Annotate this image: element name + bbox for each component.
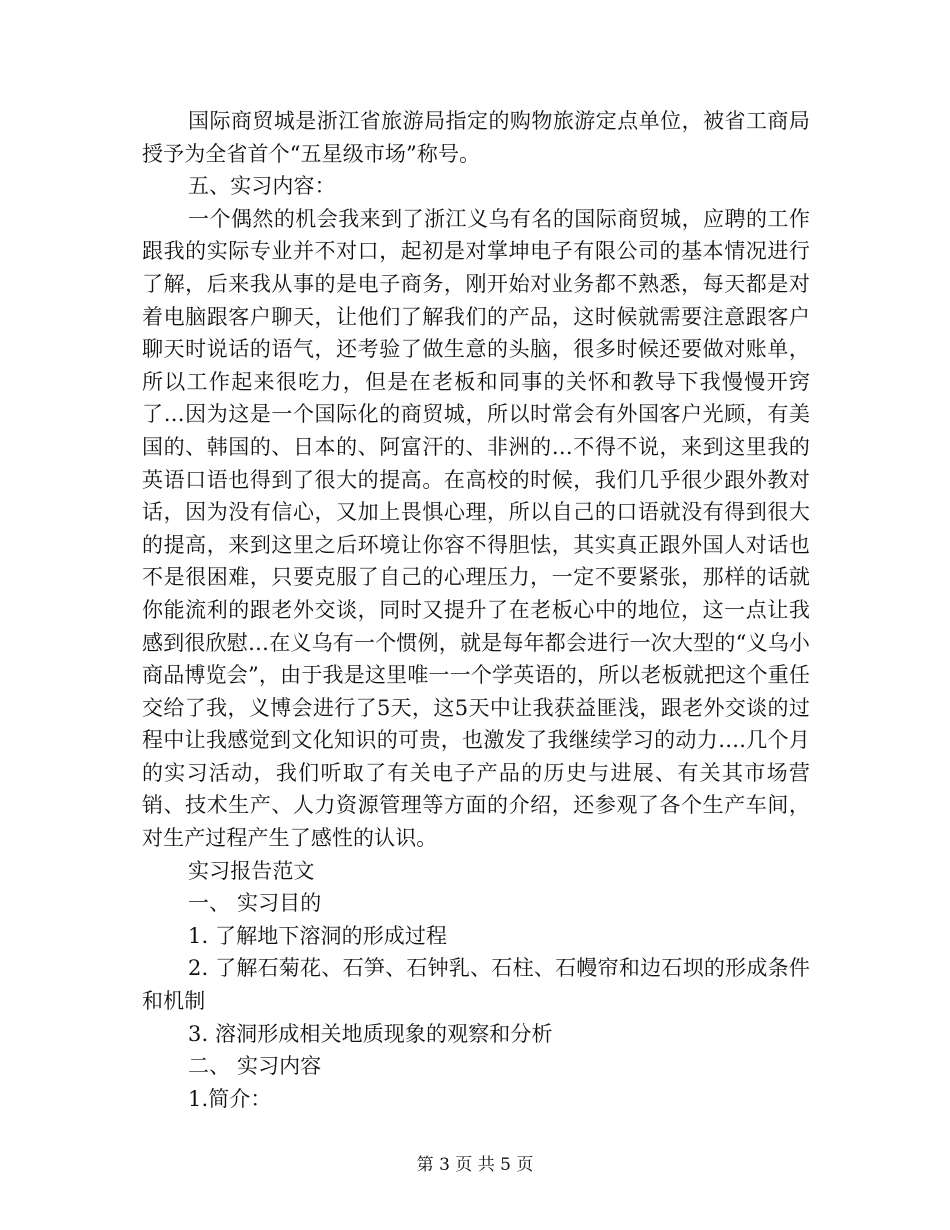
page-number-footer: 第 3 页 共 5 页 xyxy=(416,1155,534,1175)
list-item-purpose-1: 1. 了解地下溶洞的形成过程 xyxy=(188,923,448,948)
heading-internship-purpose: 一、 实习目的 xyxy=(188,891,322,916)
paragraph-market-intro: 国际商贸城是浙江省旅游局指定的购物旅游定点单位，被省工商局授予为全省首个“五星级市场”称号。 xyxy=(142,109,810,166)
list-item-purpose-2: 2. 了解石菊花、石笋、石钟乳、石柱、石幔帘和边石坝的形成条件和机制 xyxy=(142,956,810,1014)
heading-report-sample: 实习报告范文 xyxy=(188,858,315,883)
paragraph-internship-experience: 一个偶然的机会我来到了浙江义乌有名的国际商贸城，应聘的工作跟我的实际专业并不对口，起初是对掌坤电子有限公司的基本情况进行了解，后来我从事的是电子商务，刚开始对业务都不熟悉，每天都是对着电脑跟客户聊天，让他们了解我们的产品，这时候就需要注意跟客户聊天时说话的语气，还考验了做生意的头脑，很多时候还要做对账单，所以工作起来很吃力，但是在老板和同事的关怀和教导下我慢慢开窍了…因为这是一个国际化的商贸城，所以时常会有外国客户光顾，有美国的、韩国的、日本的、阿富汗的、非洲的…不得不说，来到这里我的英语口语也得到了很大的提高。在高校的时候，我们几乎很少跟外教对话，因为没有信心，又加上畏惧心理，所以自己的口语就没有得到很大的提高，来到这里之后环境让你容不得胆怯，其实真正跟外国人对话也不是很困难，只要克服了自己的心理压力，一定不要紧张，那样的话就你能流利的跟老外交谈，同时又提升了在老板心中的地位，这一点让我感到很欣慰…在义乌有一个惯例，就是每年都会进行一次大型的“义乌小商品博览会”，由于我是这里唯一一个学英语的，所以老板就把这个重任交给了我，义博会进行了5天，这5天中让我获益匪浅，跟老外交谈的过程中让我感觉到文化知识的可贵，也激发了我继续学习的动力….几个月的实习活动，我们听取了有关电子产品的历史与进展、有关其市场营销、技术生产、人力资源管理等方面的介绍，还参观了各个生产车间，对生产过程产生了感性的认识。 xyxy=(142,206,810,851)
heading-internship-content-2: 二、 实习内容 xyxy=(188,1054,322,1079)
list-item-introduction: 1.简介： xyxy=(188,1086,272,1111)
list-item-purpose-3: 3. 溶洞形成相关地质现象的观察和分析 xyxy=(188,1021,553,1046)
heading-internship-content: 五、实习内容： xyxy=(188,174,336,199)
document-body xyxy=(142,105,810,1115)
